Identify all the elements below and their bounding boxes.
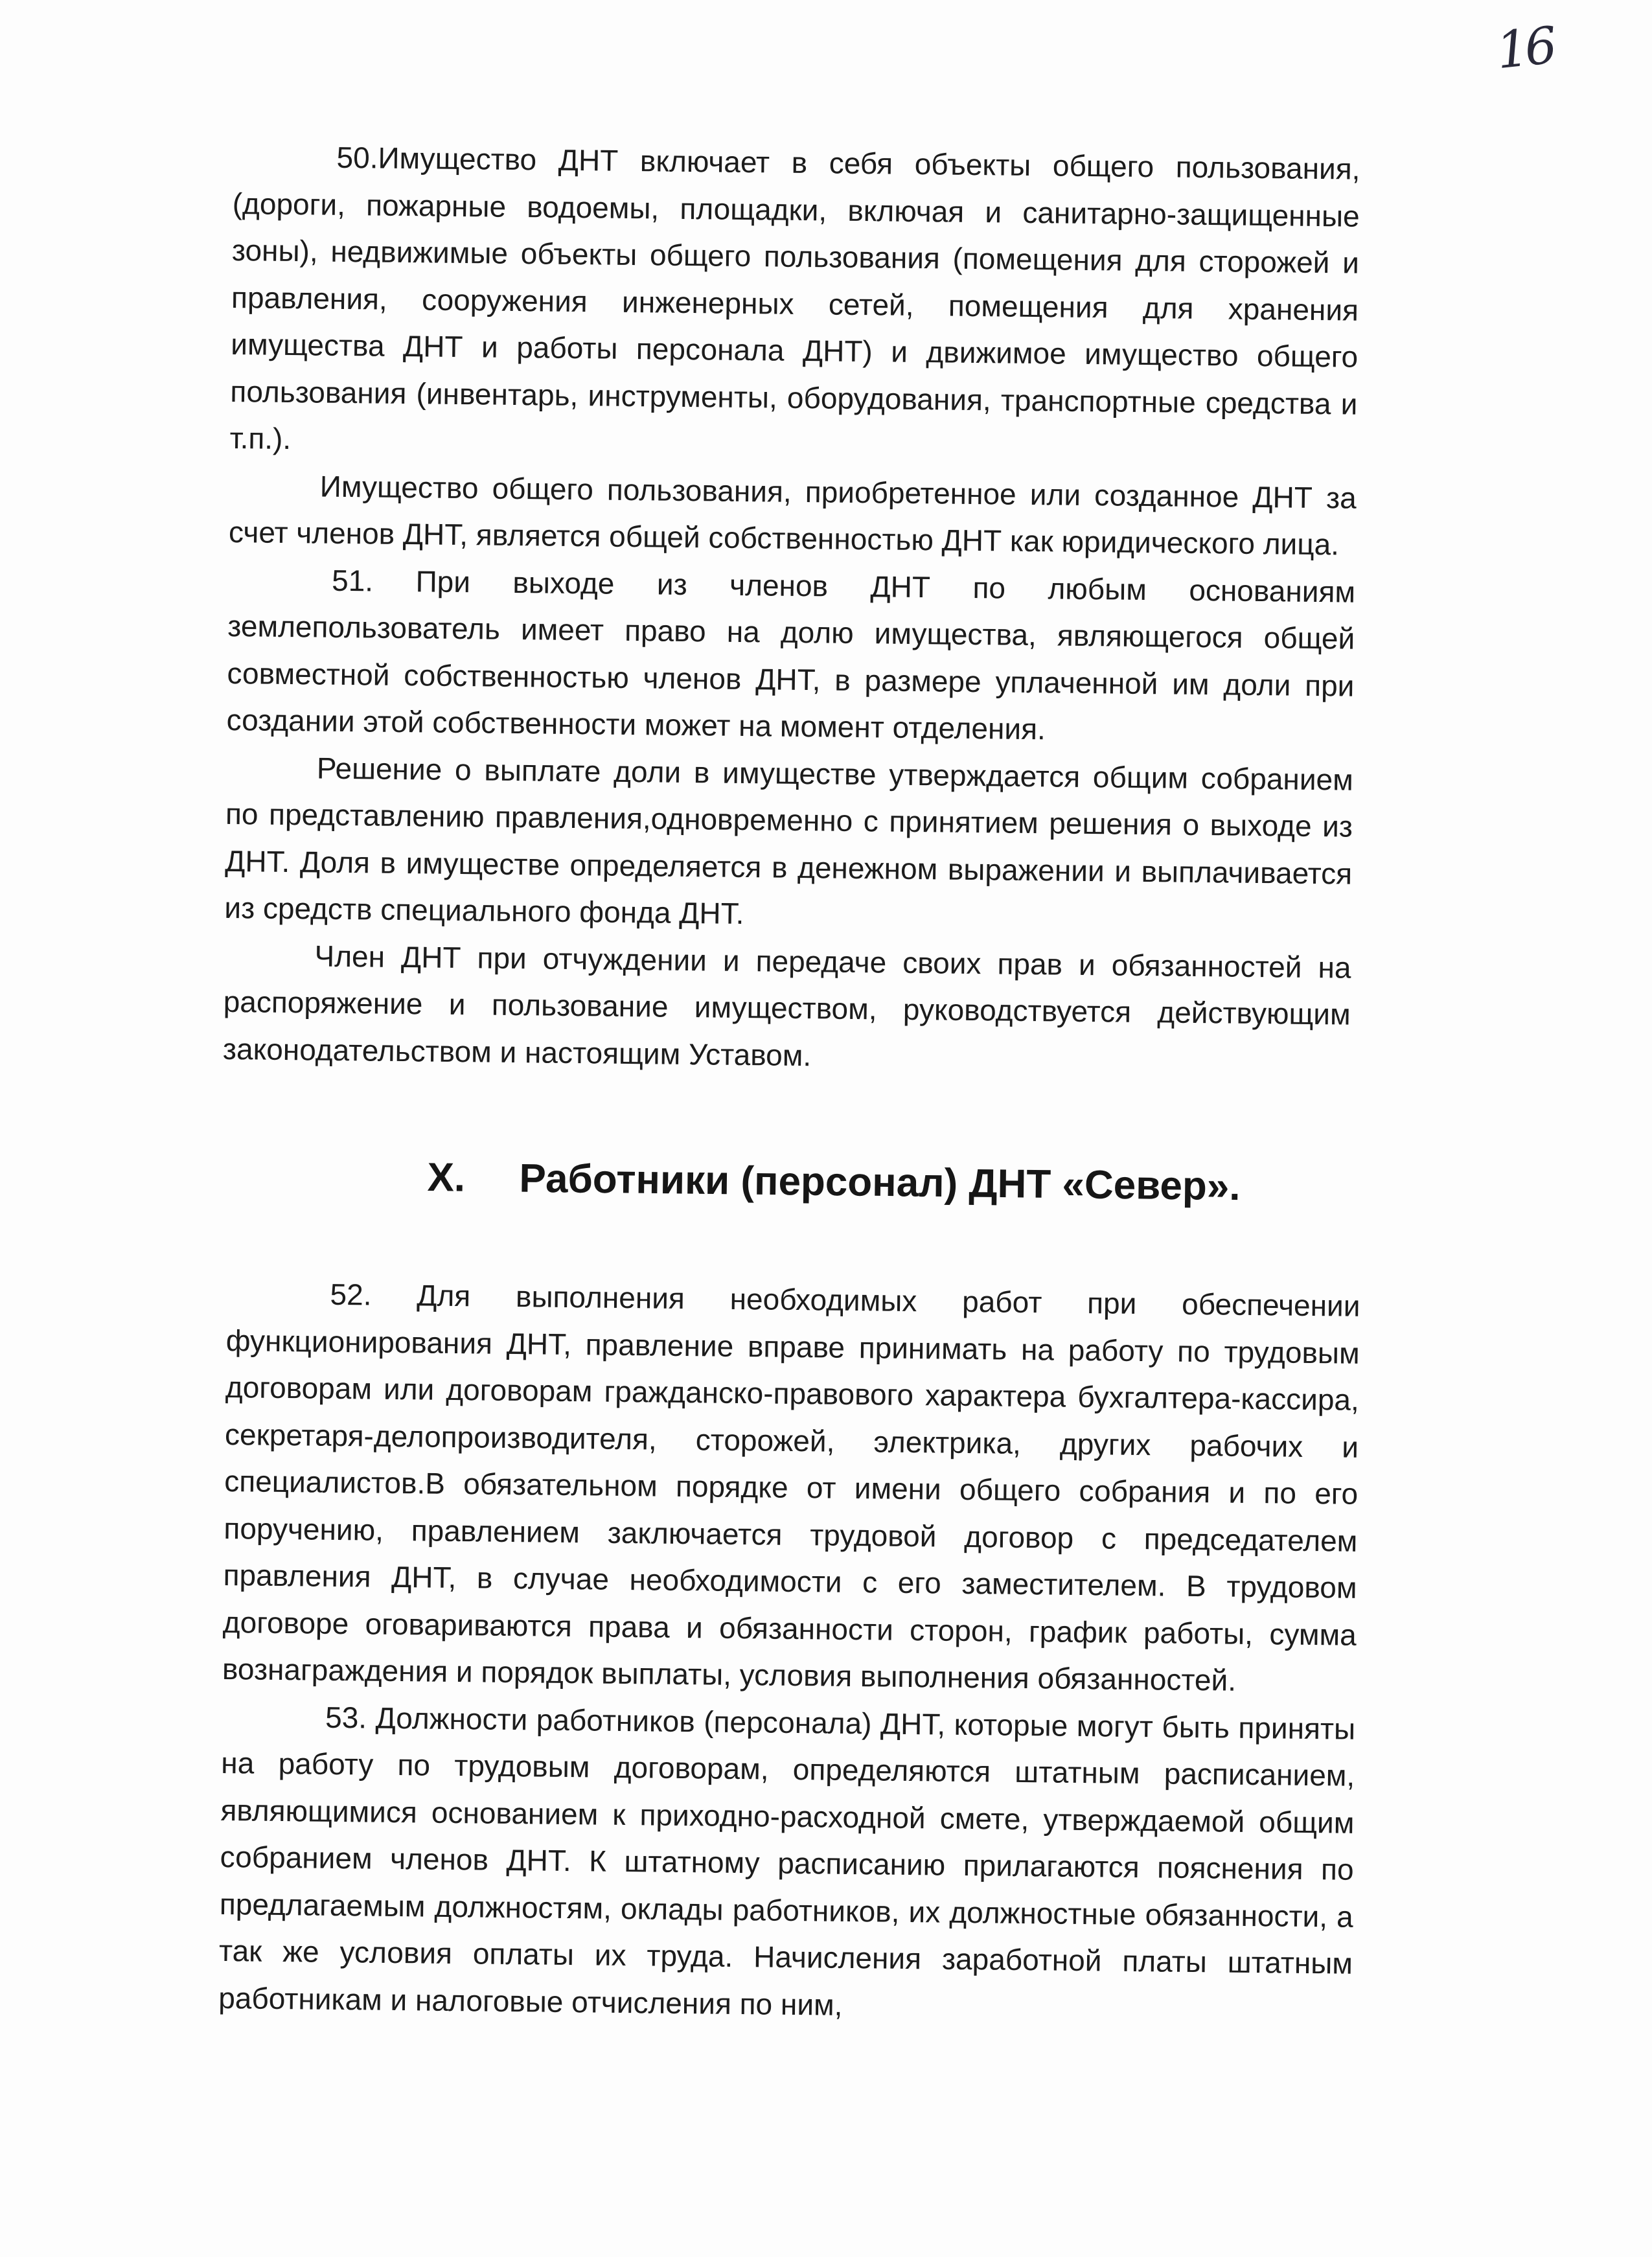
body-text-lower: [218, 1270, 1360, 2034]
section-number: X.: [427, 1154, 466, 1200]
paragraph-53: 53. Должности работников (персонала) ДНТ, которые могут быть приняты на работу по трудовым договорам, определяются штатным расписанием, являющимися основанием к приходно-расходной смете, утверждаемой общим собранием членов ДНТ. К штатному расписанию прилагаются пояснения по предлагаемым должностям, оклады работников, их должностные обязанности, а так же условия оплаты их труда. Начисления заработной платы штатным работникам и налоговые отчисления по ним,: [218, 1700, 1356, 2022]
paragraph-51-alienation: Член ДНТ при отчуждении и передаче своих прав и обязанностей на распоряжение и пользование имуществом, руководствуется действующим законодательством и настоящим Уставом.: [222, 939, 1351, 1072]
paragraph-51-payment: Решение о выплате доли в имуществе утверждается общим собранием по представлению правления,одновременно с принятием решения о выходе из ДНТ. Доля в имуществе определяется в денежном выражении и выплачивается из средств специального фонда ДНТ.: [224, 751, 1354, 931]
body-text-upper: [223, 133, 1360, 1085]
section-title: Работники (персонал) ДНТ «Север».: [519, 1156, 1241, 1209]
handwritten-page-number: 16: [1493, 16, 1556, 81]
paragraph-51: 51. При выходе из членов ДНТ по любым основаниям землепользователь имеет право на долю имущества, являющегося общей совместной собственностью членов ДНТ, в размере уплаченной им доли при создании этой собственности может на момент отделения.: [226, 563, 1356, 746]
paragraph-50: 50.Имущество ДНТ включает в себя объекты общего пользования, (дороги, пожарные водоемы, площадки, включая и санитарно-защищенные зоны), недвижимые объекты общего пользования (помещения для сторожей и правления, сооружения инженерных сетей, помещения для хранения имущества ДНТ и работы персонала ДНТ) и движимое имущество общего пользования (инвентарь, инструменты, оборудования, транспортные средства и т.п.).: [229, 140, 1360, 456]
paragraph-50-continued: Имущество общего пользования, приобретенное или созданное ДНТ за счет членов ДНТ, является общей собственностью ДНТ как юридического лица.: [228, 469, 1357, 562]
paragraph-52: 52. Для выполнения необходимых работ при обеспечении функционирования ДНТ, правление вправе принимать на работу по трудовым договорам или договорам гражданско-правового характера бухгалтера-кассира, секретаря-делопроизводителя, сторожей, электрика, других рабочих и специалистов.В обязательном порядке от имени общего собрания и по его поручению, правлением заключается трудовой договор с председателем правления ДНТ, в случае необходимости с его заместителем. В трудовом договоре оговариваются права и обязанности сторон, график работы, сумма вознаграждения и порядок выплаты, условия выполнения обязанностей.: [222, 1277, 1360, 1697]
section-heading: [427, 1152, 1270, 1213]
